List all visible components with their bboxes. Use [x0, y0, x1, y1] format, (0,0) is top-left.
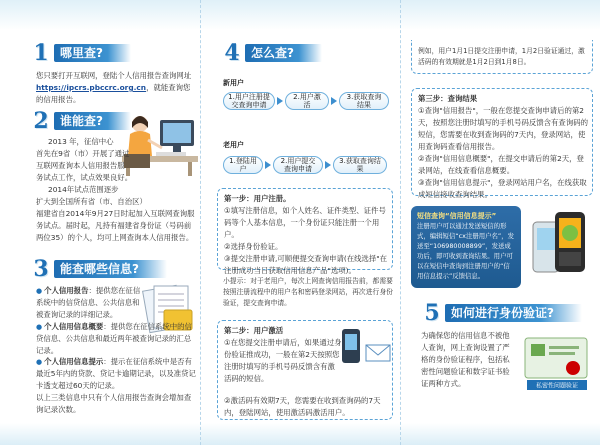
- column-middle: [200, 0, 400, 445]
- section-2-number: 2: [33, 108, 49, 134]
- certificate-caption: 私密性问题验证: [535, 382, 579, 390]
- section-1-title: 哪里查?: [54, 44, 131, 62]
- old-flow-step-2: 2.用户提交查询申请: [273, 156, 323, 174]
- new-flow-step-1: 1.用户注册提交查询申请: [223, 92, 275, 110]
- bullet-icon: [36, 286, 44, 295]
- section-3-heading: [30, 258, 167, 280]
- step-3-content: [418, 93, 590, 201]
- section-2-line: 首先在9省（市）开展了通过: [36, 149, 130, 158]
- sms-card-title: 短信查询“信用信息提示”: [417, 212, 497, 220]
- section-5-heading: [421, 302, 582, 324]
- step-3-item: ②查询"信用信息概要"，在提交申请后的第2天，登录网站，在线查看信息概要。: [418, 154, 584, 175]
- step-2-box: [217, 320, 393, 420]
- section-1-text: [36, 70, 192, 106]
- item-2-body: ：提供您在征信系统中的信贷信息、公共信息和最近两年被查询记录的汇总记录。: [36, 322, 192, 355]
- section-3-number: 3: [33, 256, 49, 282]
- arrow-right-icon: [331, 97, 337, 105]
- new-flow-step-3: 3.获取查询结果: [339, 92, 389, 110]
- old-flow-step-1: 1.登陆用户: [223, 156, 263, 174]
- step-1-content: [224, 193, 388, 277]
- section-4-number: 4: [224, 40, 240, 66]
- step-2-item: ②激活码有效期7天，您需要在收到查询码的7天内，登陆网站，使用激活码激活用户。: [224, 396, 381, 417]
- item-3-body: ：提示在征信系统中是否有最近5年内的贷款、贷记卡逾期记录，以及准贷记卡透支超过60天的记录。: [36, 357, 196, 390]
- section-2-text: [36, 136, 196, 244]
- section-4-heading: [221, 42, 322, 64]
- pbccrc-link[interactable]: https://ipcrs.pbccrc.org.cn: [36, 83, 147, 92]
- step-3-box: [411, 88, 593, 199]
- section-3-item-2: [36, 321, 196, 357]
- phone-message-icon: [340, 327, 392, 371]
- step-2-title: 第二步：用户激活: [224, 326, 284, 335]
- step-3-item: ①查询"信用报告"，一般在您提交查询申请后的第2天，按照您注册时填写的手机号码反馈含有查询码的短信，您需要在收到查询码的7天内，登录网站，使用查询码查看信用报告。: [418, 106, 588, 151]
- section-3-item-3: [36, 356, 196, 392]
- step-1-item: ③提交注册申请,可顺便提交查询申请(在线选择"在注册成功当日获取信用信息产品"选项)。: [224, 254, 388, 275]
- section-1-heading: [30, 42, 131, 64]
- step-1-item: ①填写注册信息，如个人姓名、证件类型、证件号码等个人基本信息，一个身份证只能注册一个用户。: [224, 206, 386, 239]
- section-5-number: 5: [424, 300, 440, 326]
- section-5-title: 如何进行身份验证?: [445, 304, 582, 322]
- sms-card-body: 注册用户可以通过发送短信的形式，编辑短信“cx注册用户名”，发送至“106980008899”，发送成功后，即可收到查询结果。用户可以在短信中查询到注册用户的“信用信息提示”反馈信息。: [417, 222, 514, 280]
- section-1-outro: ，就能查询您的信用报告。: [36, 83, 191, 104]
- old-user-label: 老用户: [223, 141, 244, 149]
- section-2-line: 务试点。届时起，凡持有福建省身份证（号码前: [36, 221, 192, 230]
- column-left: [0, 0, 200, 445]
- item-2-head: 个人信用信息概要: [44, 322, 104, 331]
- section-2-line: 互联网查询本人信用报告服: [36, 161, 125, 170]
- item-3-head: 个人信用信息提示: [44, 357, 104, 366]
- section-4-title: 怎么查?: [245, 44, 322, 62]
- column-right: [400, 0, 600, 445]
- section-2-line: 务试点工作，试点效果良好。: [36, 173, 133, 182]
- step-1-box: [217, 188, 393, 275]
- section-2-line: 2013 年，征信中心: [48, 137, 114, 146]
- example-box: [411, 40, 593, 74]
- section-2-line: 两位35）的个人，均可上网查询本人信用报告。: [36, 233, 194, 242]
- bullet-icon: [36, 357, 44, 366]
- section-1-number: 1: [33, 40, 49, 66]
- item-1-head: 个人信用报告: [44, 286, 89, 295]
- section-2-title: 谁能查?: [54, 112, 131, 130]
- section-1-intro: 您只要打开互联网，登陆个人信用报告查询网址: [36, 71, 192, 80]
- step-1-title: 第一步：用户注册。: [224, 194, 291, 203]
- sms-query-card: [411, 206, 521, 288]
- item-1-body: ：提供您在征信系统中的信贷信息、公共信息和被查询记录的详细记录。: [36, 286, 141, 319]
- section-3-title: 能查哪些信息?: [54, 260, 167, 278]
- section-3-footer: 以上三类信息中只有个人信用报告查询会增加查询记录次数。: [36, 393, 192, 414]
- section-2-line: 扩大到全国所有省（市、自治区）: [36, 197, 147, 206]
- certificate-illustration: [519, 328, 595, 394]
- new-user-flow: [223, 92, 389, 110]
- arrow-right-icon: [277, 97, 283, 105]
- step-3-item: ③查询"信用信息提示"，登录网站用户名，在线获取成短信接收查询结果。: [418, 178, 587, 199]
- new-flow-step-2: 2.用户激活: [285, 92, 329, 110]
- section-3-item-1: [36, 285, 144, 321]
- section-2-line: 2014年试点范围逐步: [48, 185, 119, 194]
- tip-text: 小提示：对于老用户，每次上网查询信用报告前，都需要按照注册流程中的用户名和密码登录网站，再次进行身份验证，提交查询申请。: [223, 277, 393, 307]
- step-2-content: [224, 325, 342, 385]
- phones-illustration: [525, 208, 597, 288]
- section-2-line: 福建省自2014年9月27日时起加入互联网查询服: [36, 209, 195, 218]
- step-2-item: ①在您提交注册申请后，如果通过身份验证推成功，一般在第2天按照您注册时填写的手机号码反馈含有激活码的短信。: [224, 338, 342, 383]
- new-user-label: 新用户: [223, 79, 244, 87]
- example-text: 例如，用户1月1日提交注册申请，1月2日验证通过，激活码的有效期就是1月2日到1月8日。: [418, 47, 585, 66]
- old-user-flow: [223, 156, 387, 174]
- section-5-text: 为确保您的信用信息不被他人查询，网上查询设置了严格的身份验证程序，包括私密性问题验证和数字证书验证两种方式。: [421, 331, 510, 388]
- arrow-right-icon: [265, 161, 271, 169]
- arrow-right-icon: [325, 161, 331, 169]
- bullet-icon: [36, 322, 44, 331]
- old-flow-step-3: 3.获取查询结果: [333, 156, 387, 174]
- step-3-title: 第三步：查询结果: [418, 94, 478, 103]
- step-1-item: ②选择身份验证。: [224, 242, 283, 251]
